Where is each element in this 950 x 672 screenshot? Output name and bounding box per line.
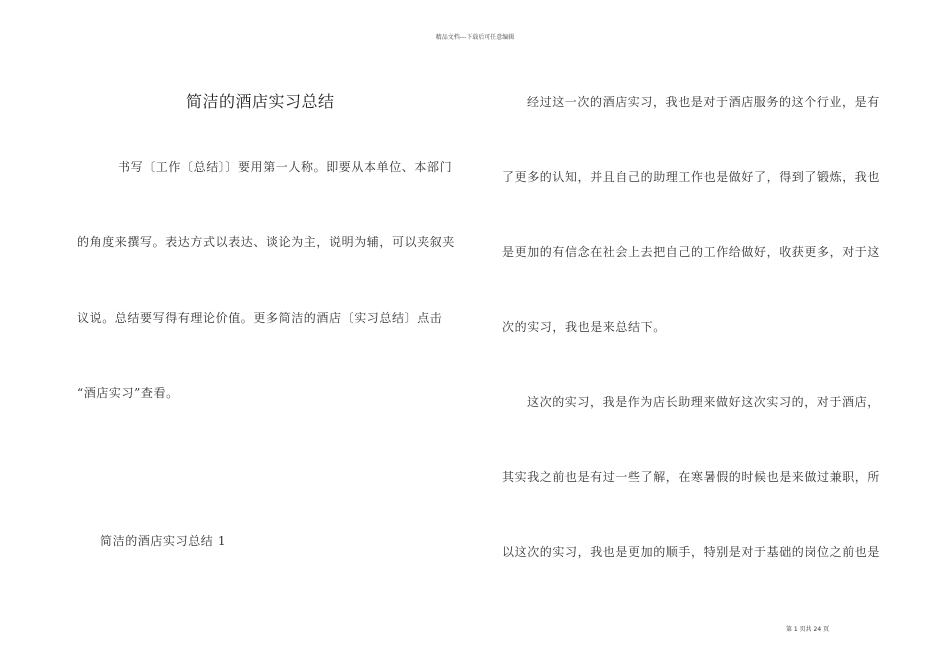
right-paragraph-line: 经过这一次的酒店实习，我也是对于酒店服务的这个行业，是有	[527, 95, 880, 109]
left-paragraph-line: 书写〔工作〔总结〕〕要用第一人称。即要从本单位、本部门	[118, 160, 453, 174]
document-title: 简洁的酒店实习总结	[186, 92, 335, 111]
left-paragraph-line: 的角度来撰写。表达方式以表达、谈论为主，说明为辅，可以夹叙夹	[77, 235, 456, 249]
right-paragraph-line: 其实我之前也是有过一些了解，在寒暑假的时候也是来做过兼职，所	[502, 470, 881, 484]
section-heading: 简洁的酒店实习总结 1	[100, 534, 227, 548]
right-paragraph-line: 次的实习，我也是来总结下。	[502, 320, 666, 334]
document-header-note: 精品文档---下载后可任意编辑	[435, 34, 515, 41]
left-paragraph-line: “酒店实习”查看。	[77, 386, 179, 400]
left-paragraph-line: 议说。总结要写得有理论价值。更多简洁的酒店〔实习总结〕点击	[77, 311, 443, 325]
right-paragraph-line: 这次的实习，我是作为店长助理来做好这次实习的，对于酒店，	[527, 395, 880, 409]
right-paragraph-line: 以这次的实习，我也是更加的顺手，特别是对于基础的岗位之前也是	[502, 545, 881, 559]
right-paragraph-line: 了更多的认知，并且自己的助理工作也是做好了，得到了锻炼，我也	[502, 170, 881, 184]
right-paragraph-line: 是更加的有信念在社会上去把自己的工作给做好，收获更多，对于这	[502, 245, 881, 259]
page-number: 第 1 页共 24 页	[786, 626, 830, 633]
